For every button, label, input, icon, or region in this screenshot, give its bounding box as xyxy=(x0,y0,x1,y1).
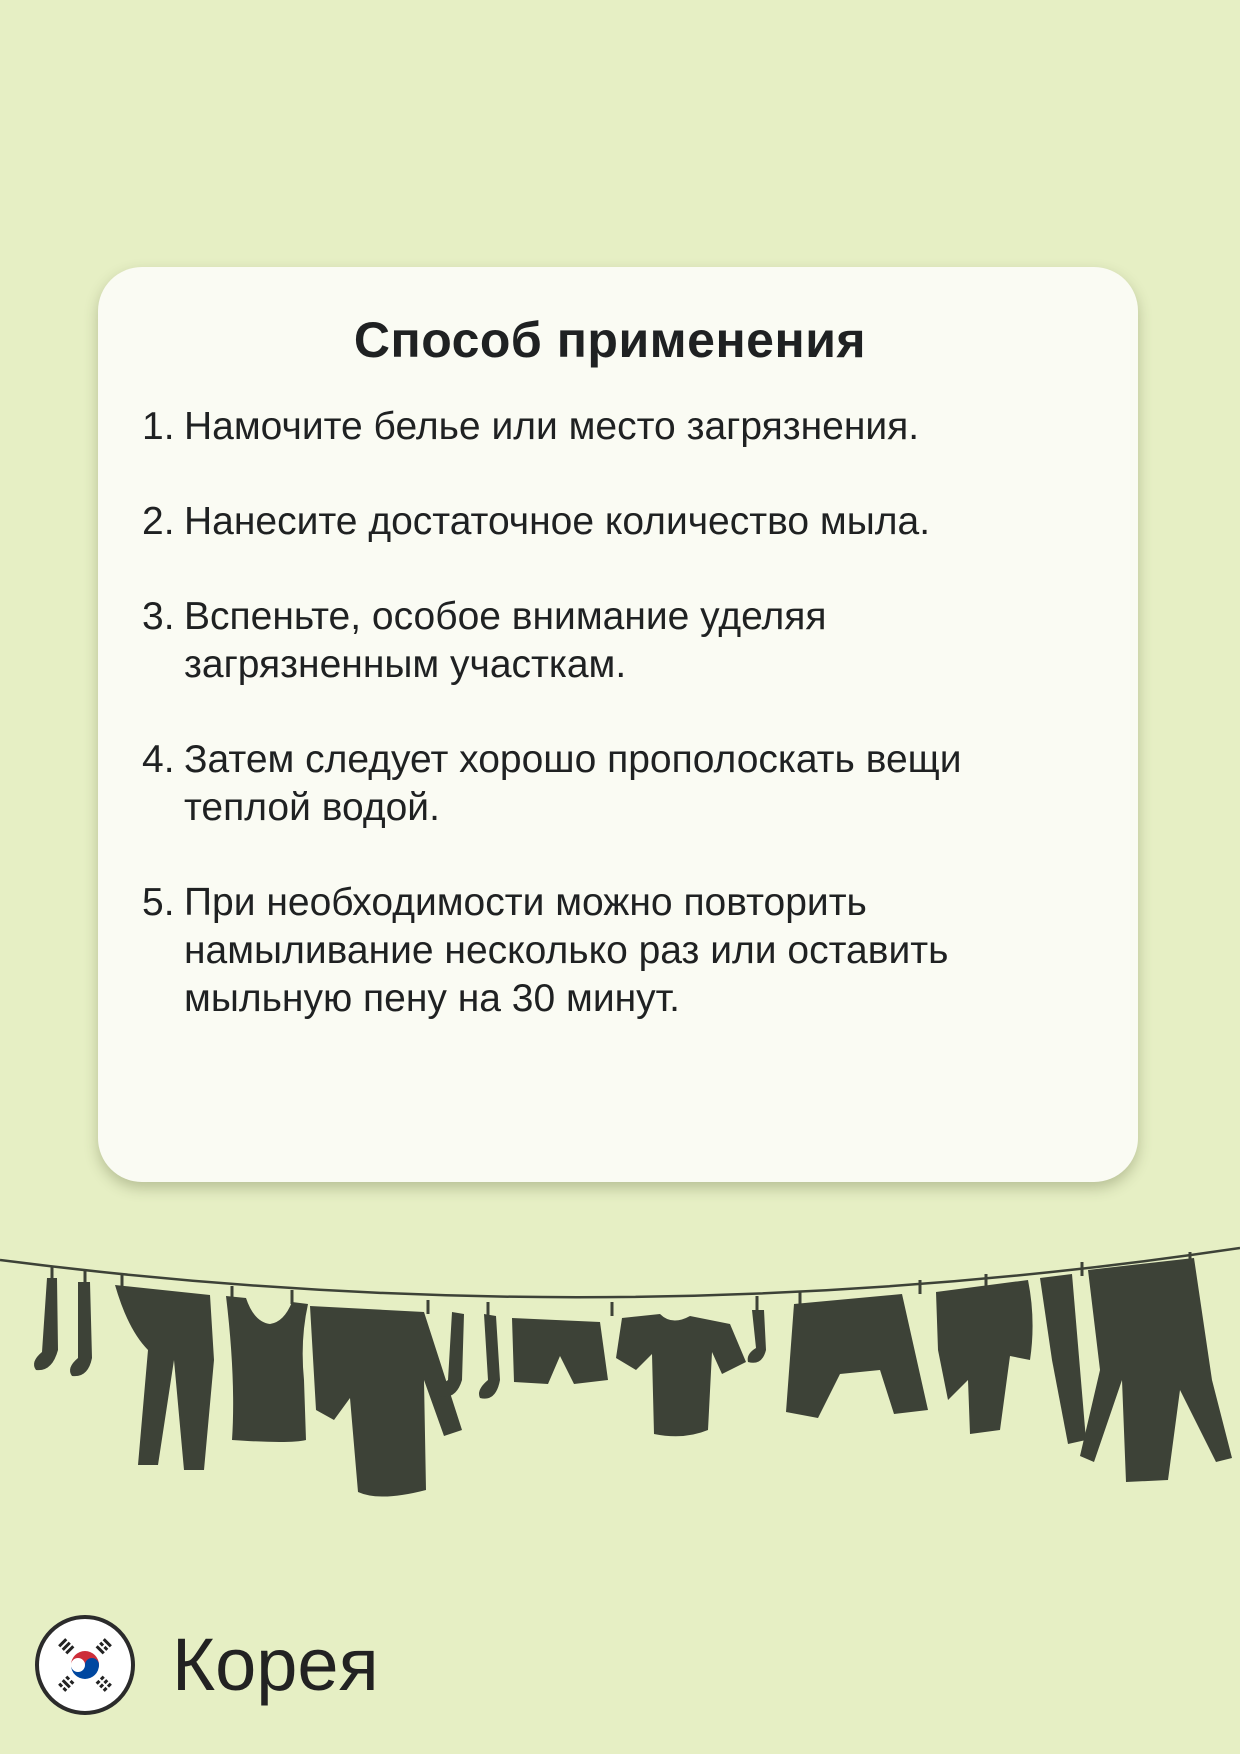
instructions-card xyxy=(98,267,1138,1182)
card-title: Способ применения xyxy=(353,312,867,368)
step-number: 1. xyxy=(142,405,175,448)
step-number: 2. xyxy=(142,500,175,543)
step-number: 3. xyxy=(142,595,175,638)
clothesline-silhouette-icon xyxy=(0,1230,1240,1530)
step-text: Вспеньте, особое внимание уделяя загрязненным участкам. xyxy=(184,595,827,686)
steps-list xyxy=(142,403,1078,1023)
step-text: Намочите белье или место загрязнения. xyxy=(184,405,920,448)
step-text: Затем следует хорошо прополоскать вещи теплой водой. xyxy=(184,738,962,829)
step-text: При необходимости можно повторить намыливание несколько раз или оставить мыльную пену на 30 минут. xyxy=(184,881,949,1020)
step-item xyxy=(142,879,1078,1023)
step-text: Нанесите достаточное количество мыла. xyxy=(184,500,931,543)
south-korea-flag-icon xyxy=(34,1614,136,1716)
footer xyxy=(34,1614,379,1716)
step-item xyxy=(142,498,1078,546)
step-item xyxy=(142,736,1078,832)
step-item xyxy=(142,593,1078,689)
country-name: Корея xyxy=(172,1623,379,1706)
step-number: 5. xyxy=(142,881,175,924)
step-item xyxy=(142,403,1078,451)
step-number: 4. xyxy=(142,738,175,781)
